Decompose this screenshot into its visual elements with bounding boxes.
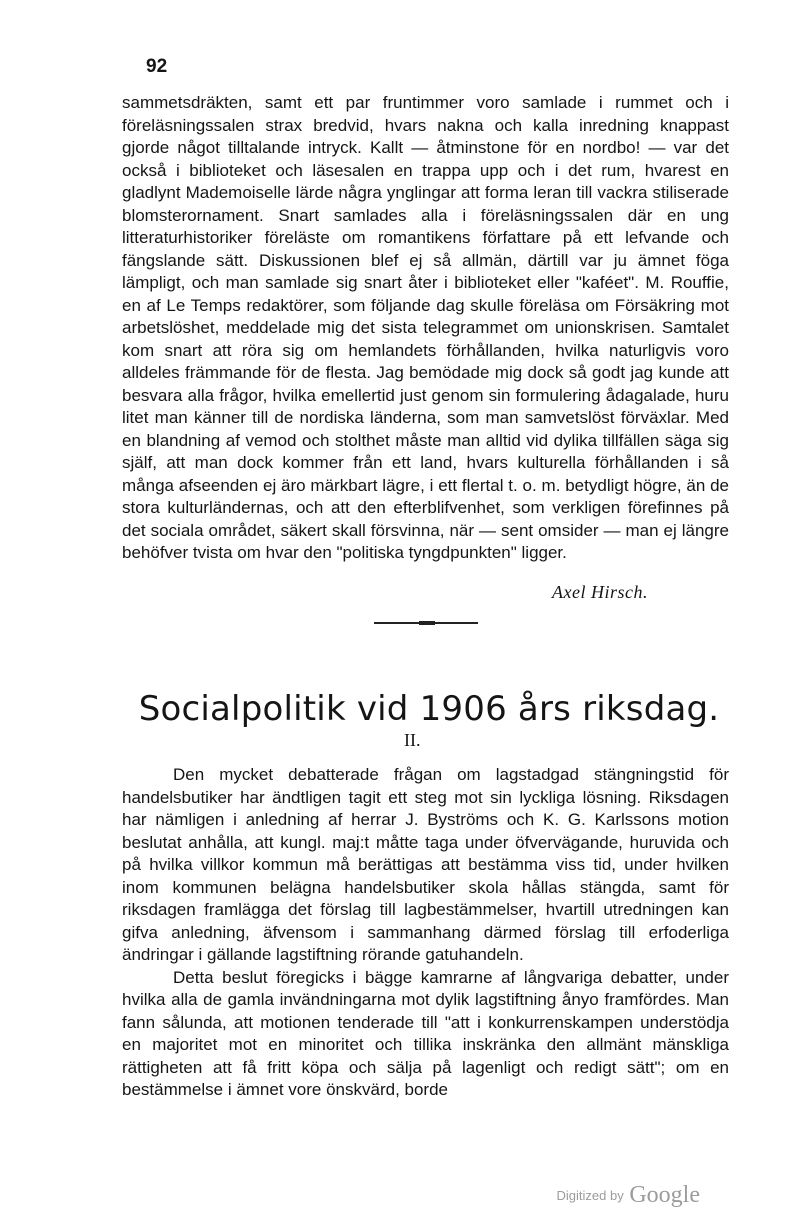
digitized-prefix: Digitized by — [556, 1188, 624, 1203]
page-number: 92 — [146, 56, 168, 77]
author-signature: Axel Hirsch. — [552, 582, 648, 602]
section-number: II. — [404, 730, 421, 750]
google-digitized-watermark — [557, 1182, 700, 1209]
google-logo-text: Google — [629, 1182, 700, 1208]
previous-article-paragraph: sammetsdräkten, samt ett par fruntimmer voro samlade i rummet och i föreläsningssalen strax bredvid, hvars nakna och kalla inredning knappast gjorde något tilltalande intryck. Kallt — åtminstone för en nordbo! — var det också i biblioteket och läsesalen en trappa upp och i det rum, hvarest en gladlynt Mademoiselle lärde några ynglingar att forma leran till vackra stiliserade blomsterornament. Snart samlades alla i föreläsningssalen där en ung litteraturhistoriker föreläste om romantikens författare på ett lefvande och fängslande sätt. Diskussionen blef ej så allmän, därtill var ju ämnet föga lämpligt, och man samlade sig snart åter i biblioteket eller "kaféet". M. Rouffie, en af Le Temps redaktörer, som följande dag skulle föreläsa om Försäkring mot arbetslöshet, meddelade mig det sista telegrammet om unionskrisen. Samtalet kom snart att röra sig om hemlandets förhållanden, hvilka naturligvis voro alldeles främmande för de flesta. Jag bemödade mig dock så godt jag kunde att besvara alla frågor, hvilka emellertid just genom sin formulering ådagalade, huru litet man känner till de nordiska länderna, som man samvetslöst förväxlar. Med en blandning af vemod och stolthet måste man alltid vid dylika tillfällen säga sig själf, att man dock kommer från ett land, hvars kulturella förhållanden i så många afseenden ej äro märkbart lägre, i ett flertal t. o. m. betydligt högre, än de stora kulturländernas, och att den efterblifvenhet, som verkligen förefinnes på det sociala området, säkert skall försvinna, när — sent omsider — man ej längre behöfver tvista om hvar den "politiska tyngdpunkten" ligger. — [122, 93, 729, 562]
article-paragraph: Detta beslut föregicks i bägge kamrarne af långvariga debatter, under hvilka alla de gamla invändningarna mot dylik lagstiftning ånyo framfördes. Man fann sålunda, att motionen tenderade till "att i konkurrenskampen understödja en majoritet mot en minoritet och tillika inskränka den allmänt mänskliga rättigheten att få fritt köpa och sälja på lagenligt och redigt sätt"; om en bestämmelse i ämnet vore önskvärd, borde — [122, 967, 729, 1099]
previous-article-text — [122, 92, 729, 565]
article-title: Socialpolitik vid 1906 års riksdag. — [138, 688, 720, 729]
section-divider — [374, 622, 478, 624]
article-body — [122, 764, 729, 1102]
article-paragraph: Den mycket debatterade frågan om lagstadgad stängningstid för handelsbutiker har ändtligen tagit ett steg mot sin lyckliga lösning. Riksdagen har nämligen i anledning af herrar J. Byströms och K. G. Karlssons motion beslutat anhålla, att kungl. maj:t måtte taga under öfvervägande, huruvida och på hvilka villkor kommun må berättigas att bestämma viss tid, under hvilken inom kommunen belägna handelsbutiker skola hållas stängda, samt för riksdagen framlägga det förslag till lagbestämmelser, hvartill utredningen kan gifva anledning, äfvensom i sammanhang därmed förslag till erfoderliga ändringar i gällande lagstiftning rörande gatuhandeln. — [122, 765, 729, 964]
